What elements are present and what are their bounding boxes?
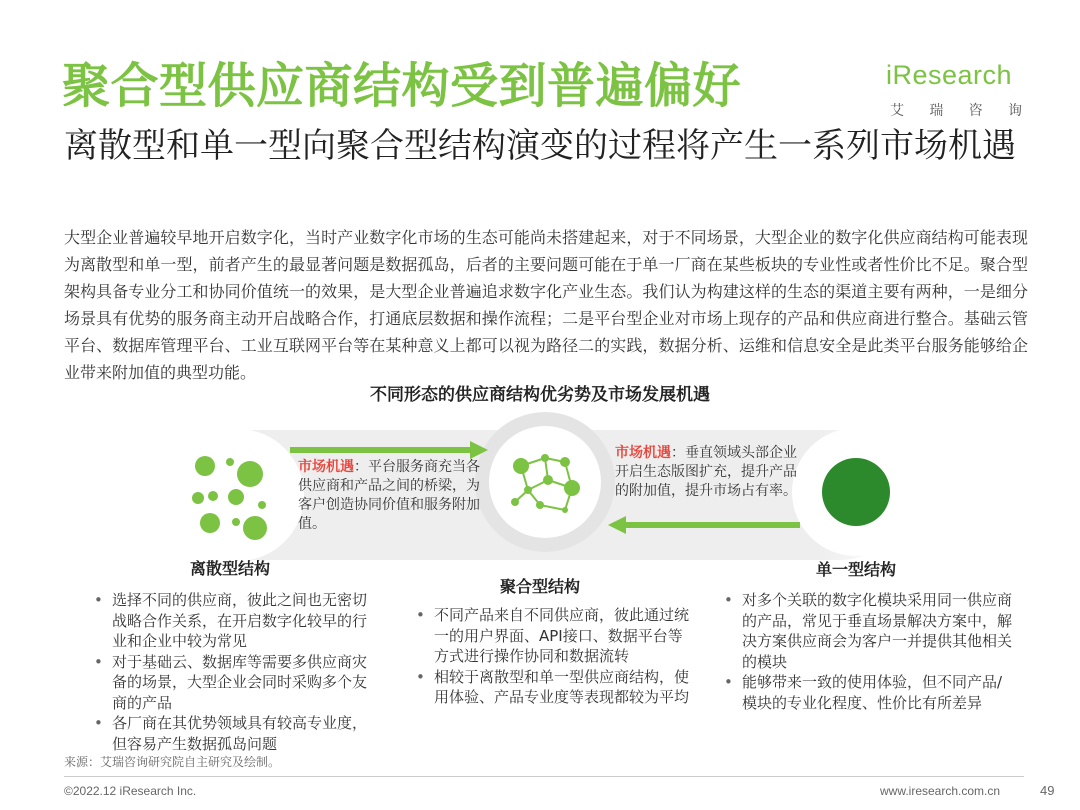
page-number: 49 <box>1040 783 1055 798</box>
footer-divider <box>64 776 1024 777</box>
aggregate-bullet-list <box>414 605 694 708</box>
copyright: ©2022.12 iResearch Inc. <box>64 784 197 798</box>
iresearch-logo <box>886 60 1026 124</box>
heading-aggregate: 聚合型结构 <box>499 577 580 596</box>
opportunity-desc: ：平台服务商充当各供应商和产品之间的桥梁，为客户创造协同价值和服务附加值。 <box>298 459 480 532</box>
heading-single: 单一型结构 <box>815 560 896 579</box>
list-item: • 各厂商在其优势领域具有较高专业度，但容易产生数据孤岛问题 <box>92 713 377 754</box>
list-item: • 能够带来一致的使用体验，但不同产品/模块的专业化程度、性价比有所差异 <box>722 672 1012 713</box>
page-subtitle: 离散型和单一型向聚合型结构演变的过程将产生一系列市场机遇 <box>64 126 1016 166</box>
discrete-bullet-list <box>92 590 377 754</box>
logo-char: 询 <box>1007 103 1022 119</box>
heading-discrete: 离散型结构 <box>189 559 270 578</box>
list-item: • 相较于离散型和单一型供应商结构，使用体验、产品专业度等表现都较为平均 <box>414 667 694 708</box>
logo-char: 咨 <box>968 103 983 119</box>
list-item: • 不同产品来自不同供应商，彼此通过统一的用户界面、API接口、数据平台等方式进行操作协同和数据流转 <box>414 605 694 667</box>
opportunity-desc: ：垂直领域头部企业开启生态版图扩充，提升产品的附加值，提升市场占有率。 <box>615 445 797 499</box>
list-item: • 对于基础云、数据库等需要多供应商灾备的场景，大型企业会同时采购多个友商的产品 <box>92 652 377 714</box>
single-bullet-list <box>722 590 1012 713</box>
page-title: 聚合型供应商结构受到普遍偏好 <box>62 58 742 114</box>
source-note: 来源：艾瑞咨询研究院自主研究及绘制。 <box>64 755 281 769</box>
opportunity-keyword: 市场机遇 <box>298 459 354 475</box>
opportunity-left-text <box>298 458 488 534</box>
logo-char: 艾 <box>890 103 904 119</box>
body-paragraph: 大型企业普遍较早地开启数字化，当时产业数字化市场的生态可能尚未搭建起来，对于不同场景，大型企业的数字化供应商结构可能表现为离散型和单一型，前者产生的最显著问题是数据孤岛，后者的主要问题可能在于单一厂商在某些板块的专业性或者性价比不足。聚合型架构具备专业分工和协同价值统一的效果，是大型企业普遍追求数字化产业生态。我们认为构建这样的生态的渠道主要有两种，一是细分场景具有优势的服务商主动开启战略合作，打通底层数据和操作流程；二是平台型企业对市场上现存的产品和供应商进行整合。基础云管平台、数据库管理平台、工业互联网平台等在某种意义上都可以视为路径二的实践，数据分析、运维和信息安全是此类平台服务能够给企业带来附加值的典型功能。 <box>64 228 1028 382</box>
single-dot-icon <box>822 458 890 526</box>
website-link[interactable]: www.iresearch.com.cn <box>880 784 1001 798</box>
logo-char: 瑞 <box>929 103 944 119</box>
chart-title: 不同形态的供应商结构优劣势及市场发展机遇 <box>370 385 710 405</box>
logo-wordmark: iResearch <box>886 60 1013 90</box>
opportunity-right-text <box>615 444 801 501</box>
logo-subtitle <box>890 100 1022 120</box>
opportunity-keyword: 市场机遇 <box>615 445 671 461</box>
list-item: • 选择不同的供应商，彼此之间也无密切战略合作关系，在开启数字化较早的行业和企业中较为常见 <box>92 590 377 652</box>
list-item: • 对多个关联的数字化模块采用同一供应商的产品，常见于垂直场景解决方案中，解决方案供应商会为客户一并提供其他相关的模块 <box>722 590 1012 672</box>
